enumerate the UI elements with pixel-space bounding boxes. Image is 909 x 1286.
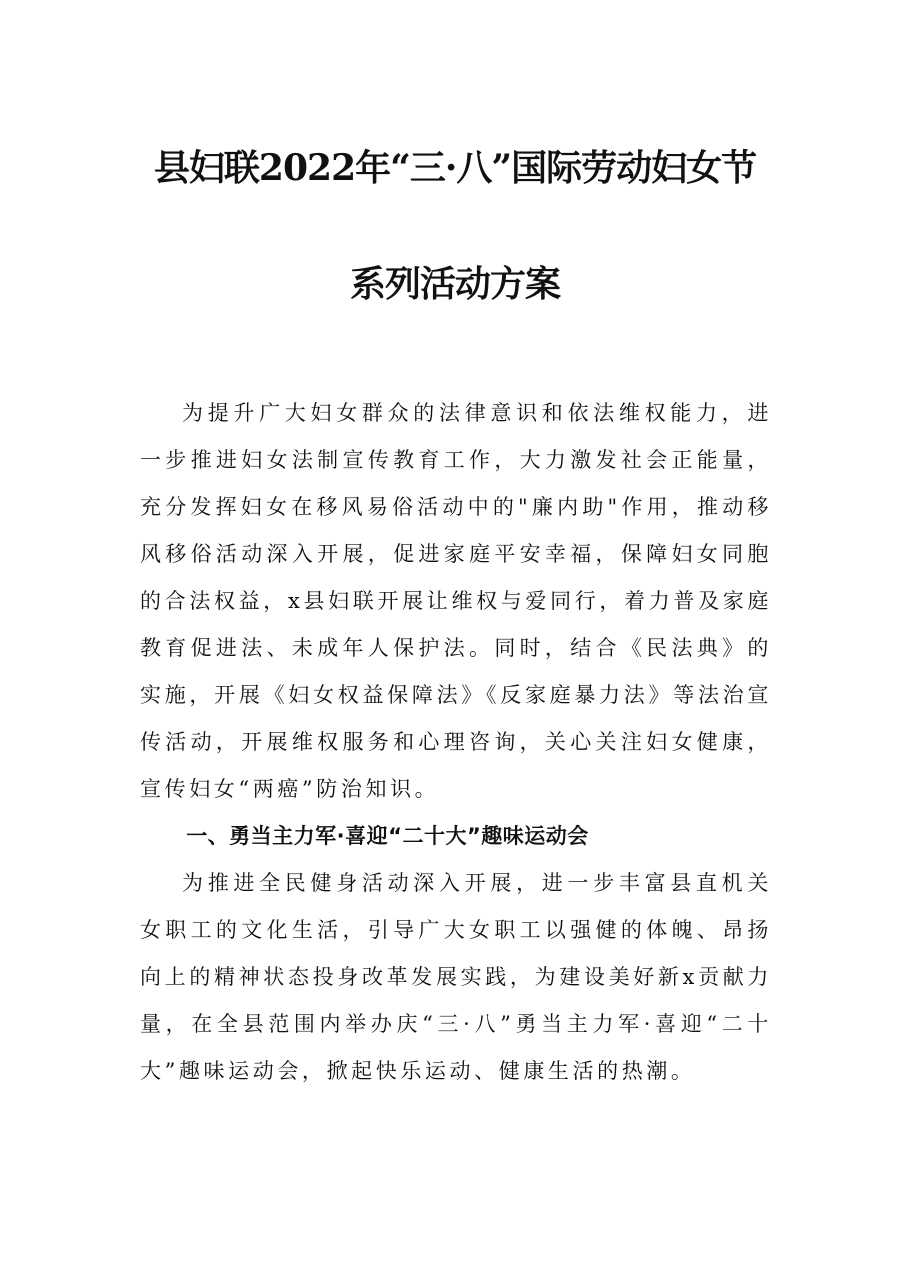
- document-title-line-2: 系列活动方案: [349, 263, 560, 305]
- section-1-paragraph: 为推进全民健身活动深入开展，进一步丰富县直机关女职工的文化生活，引导广大女职工以强健的体魄、昂扬向上的精神状态投身改革发展实践，为建设美好新x贡献力量，在全县范围内举办庆“三·八”勇当主力军·喜迎“二十大”趣味运动会，掀起快乐运动、健康生活的热潮。: [140, 871, 772, 1083]
- section-1-heading: 一、勇当主力军·喜迎“二十大”趣味运动会: [186, 824, 589, 848]
- document-title-line-1: 县妇联2022年“三·八”国际劳动妇女节: [153, 147, 757, 189]
- intro-paragraph: 为提升广大妇女群众的法律意识和依法维权能力，进一步推进妇女法制宣传教育工作，大力激发社会正能量，充分发挥妇女在移风易俗活动中的"廉内助"作用，推动移风移俗活动深入开展，促进家庭平安幸福，保障妇女同胞的合法权益，x县妇联开展让维权与爱同行，着力普及家庭教育促进法、未成年人保护法。同时，结合《民法典》的实施，开展《妇女权益保障法》《反家庭暴力法》等法治宣传活动，开展维权服务和心理咨询，关心关注妇女健康，宣传妇女“两癌”防治知识。: [140, 401, 772, 801]
- document-body: [140, 390, 772, 1095]
